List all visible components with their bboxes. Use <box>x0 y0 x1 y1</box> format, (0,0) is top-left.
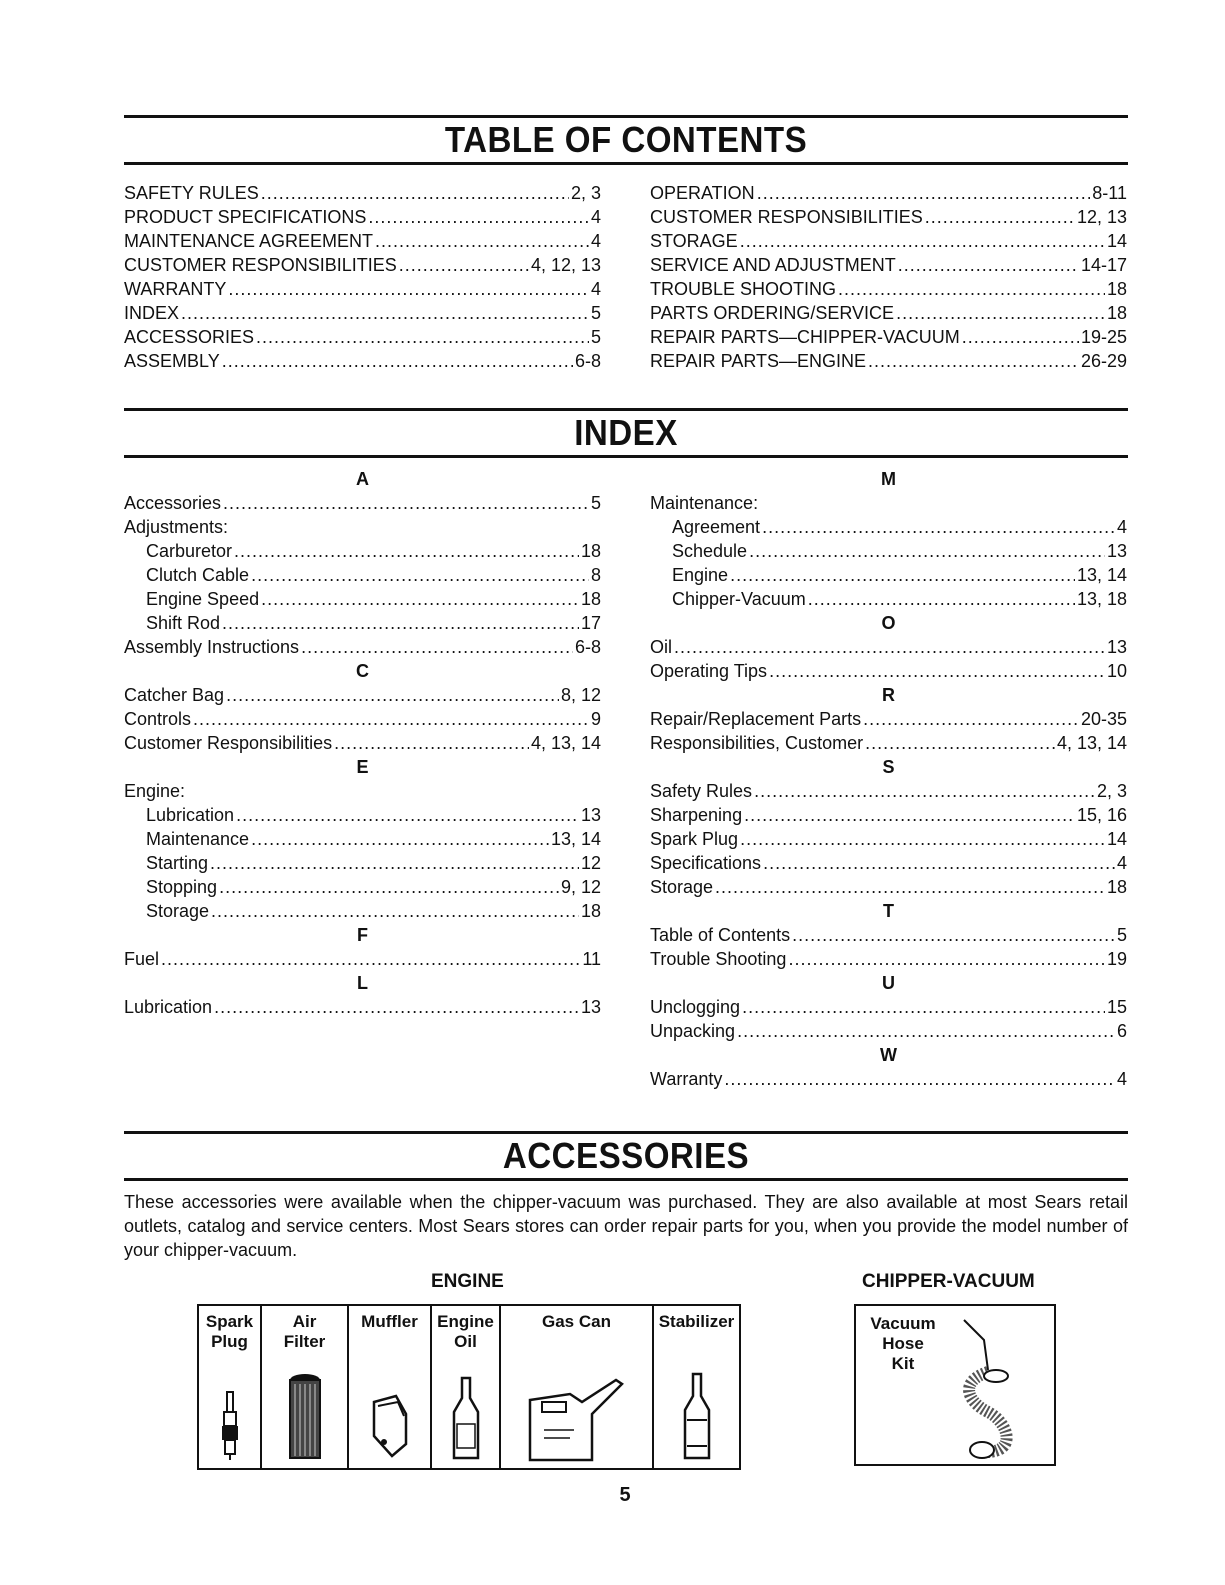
index-entry <box>650 515 1127 539</box>
entry-page: 18 <box>580 589 601 609</box>
engine-accessories-table <box>197 1304 741 1470</box>
index-letter-heading: F <box>357 925 368 945</box>
index-entry <box>650 277 1127 301</box>
entry-label: Table of Contents <box>650 925 791 945</box>
index-entry <box>124 803 601 827</box>
entry-page: 13 <box>1106 541 1127 561</box>
index-letter-heading: S <box>882 757 895 777</box>
entry-page: 17 <box>580 613 601 633</box>
entry-page: 19 <box>1106 949 1127 969</box>
dot-leader <box>222 349 573 373</box>
entry-label: Engine Speed <box>146 589 260 609</box>
dot-leader <box>211 899 579 923</box>
entry-label: Unpacking <box>650 1021 736 1041</box>
entry-label: Sharpening <box>650 805 743 825</box>
dot-leader <box>962 325 1079 349</box>
entry-label: Stopping <box>146 877 218 897</box>
entry-page: 4 <box>590 279 601 299</box>
index-entry <box>650 349 1127 373</box>
index-entry <box>650 803 1127 827</box>
entry-label: Unclogging <box>650 997 741 1017</box>
entry-page: 5 <box>590 327 601 347</box>
entry-label: REPAIR PARTS—CHIPPER-VACUUM <box>650 327 960 347</box>
accessory-label: Muffler <box>361 1312 418 1331</box>
index-entry <box>124 349 601 373</box>
index-letter-heading: T <box>883 901 894 921</box>
dot-leader <box>334 731 529 755</box>
index-entry <box>124 491 601 515</box>
entry-page: 9 <box>590 709 601 729</box>
entry-label: Customer Responsibilities <box>124 733 333 753</box>
entry-label: Trouble Shooting <box>650 949 787 969</box>
entry-label: ACCESSORIES <box>124 327 255 347</box>
entry-page: 13, 18 <box>1076 589 1127 609</box>
index-entry <box>650 923 1127 947</box>
dot-leader <box>730 563 1075 587</box>
index-entry <box>650 827 1127 851</box>
entry-label: Shift Rod <box>146 613 221 633</box>
entry-label: TROUBLE SHOOTING <box>650 279 837 299</box>
entry-label: CUSTOMER RESPONSIBILITIES <box>650 207 923 227</box>
entry-label: Specifications <box>650 853 762 873</box>
index-entry <box>124 611 601 635</box>
entry-label: Chipper-Vacuum <box>672 589 806 609</box>
entry-page: 14 <box>1106 829 1127 849</box>
dot-leader <box>375 229 589 253</box>
dot-leader <box>222 611 579 635</box>
toc-right-column <box>650 181 1127 373</box>
entry-page: 14-17 <box>1080 255 1127 275</box>
accessory-stabilizer <box>654 1306 739 1468</box>
index-entry <box>124 205 601 229</box>
entry-page: 26-29 <box>1080 351 1127 371</box>
accessory-label: Spark Plug <box>205 1312 254 1351</box>
index-group-heading: Engine: <box>124 781 186 801</box>
entry-label: Agreement <box>672 517 761 537</box>
accessory-label: Engine Oil <box>437 1312 494 1351</box>
index-entry <box>650 563 1127 587</box>
vacuum-hose-icon <box>956 1314 1052 1462</box>
index-entry <box>650 995 1127 1019</box>
dot-leader <box>715 875 1105 899</box>
entry-page: 13 <box>580 805 601 825</box>
entry-label: STORAGE <box>650 231 738 251</box>
gas-can-icon <box>522 1376 632 1462</box>
dot-leader <box>792 923 1115 947</box>
index-entry <box>650 875 1127 899</box>
entry-page: 12 <box>580 853 601 873</box>
entry-label: Engine <box>672 565 729 585</box>
index-entry <box>650 539 1127 563</box>
index-entry <box>124 683 601 707</box>
engine-subtitle: ENGINE <box>431 1271 504 1292</box>
index-letter-heading: W <box>880 1045 897 1065</box>
entry-page: 4 <box>1116 853 1127 873</box>
index-entry <box>124 563 601 587</box>
accessory-label: Gas Can <box>542 1312 611 1331</box>
index-letter-heading: E <box>356 757 369 777</box>
entry-label: Operating Tips <box>650 661 768 681</box>
entry-page: 4 <box>590 207 601 227</box>
index-entry <box>650 851 1127 875</box>
index-entry <box>124 947 601 971</box>
dot-leader <box>261 181 569 205</box>
index-header <box>124 408 1128 458</box>
entry-page: 9, 12 <box>560 877 601 897</box>
entry-label: INDEX <box>124 303 180 323</box>
dot-leader <box>757 181 1091 205</box>
index-entry <box>650 947 1127 971</box>
entry-label: Carburetor <box>146 541 233 561</box>
index-entry <box>124 253 601 277</box>
divider <box>124 162 1128 165</box>
index-entry <box>124 827 601 851</box>
entry-page: 2, 3 <box>1096 781 1127 801</box>
dot-leader <box>214 995 579 1019</box>
index-entry <box>124 277 601 301</box>
index-letter-heading: O <box>881 613 896 633</box>
entry-label: Storage <box>146 901 210 921</box>
accessory-vacuum-hose-kit <box>854 1304 1056 1466</box>
dot-leader <box>256 325 589 349</box>
accessory-spark-plug <box>199 1306 262 1468</box>
oil-bottle-icon <box>451 1376 481 1462</box>
entry-page: 12, 13 <box>1076 207 1127 227</box>
entry-page: 5 <box>590 303 601 323</box>
dot-leader <box>898 253 1079 277</box>
index-letter-heading: C <box>356 661 369 681</box>
dot-leader <box>301 635 573 659</box>
index-entry <box>650 181 1127 205</box>
divider <box>124 1178 1128 1181</box>
entry-label: Safety Rules <box>650 781 753 801</box>
index-entry <box>650 205 1127 229</box>
entry-label: Fuel <box>124 949 160 969</box>
entry-label: CUSTOMER RESPONSIBILITIES <box>124 255 397 275</box>
entry-label: Lubrication <box>124 997 213 1017</box>
dot-leader <box>193 707 589 731</box>
entry-page: 4, 13, 14 <box>530 733 601 753</box>
dot-leader <box>896 301 1105 325</box>
entry-label: PRODUCT SPECIFICATIONS <box>124 207 367 227</box>
dot-leader <box>737 1019 1115 1043</box>
accessory-engine-oil <box>432 1306 501 1468</box>
entry-page: 13, 14 <box>1076 565 1127 585</box>
index-entry <box>650 731 1127 755</box>
entry-label: Starting <box>146 853 209 873</box>
entry-page: 18 <box>580 901 601 921</box>
dot-leader <box>724 1067 1115 1091</box>
entry-label: SAFETY RULES <box>124 183 259 203</box>
accessory-label: Air Filter <box>283 1312 326 1351</box>
entry-label: Accessories <box>124 493 222 513</box>
dot-leader <box>228 277 589 301</box>
stabilizer-bottle-icon <box>682 1372 712 1462</box>
entry-label: Storage <box>650 877 714 897</box>
entry-label: Warranty <box>650 1069 723 1089</box>
dot-leader <box>251 563 589 587</box>
entry-label: Catcher Bag <box>124 685 225 705</box>
entry-page: 5 <box>590 493 601 513</box>
accessory-air-filter <box>262 1306 349 1468</box>
index-letter-heading: U <box>882 973 895 993</box>
entry-page: 4 <box>590 231 601 251</box>
entry-label: Oil <box>650 637 672 657</box>
entry-label: MAINTENANCE AGREEMENT <box>124 231 374 251</box>
toc-title: TABLE OF CONTENTS <box>444 119 808 160</box>
accessories-intro: These accessories were available when the chipper-vacuum was purchased. They are also available at most Sears retail outlets, catalog and service centers. Most Sears stores can order repair parts for you, when you provide the model number of your chipper-vacuum. <box>124 1192 1128 1260</box>
spark-plug-icon <box>219 1390 241 1462</box>
accessory-muffler <box>349 1306 432 1468</box>
entry-page: 4 <box>1116 517 1127 537</box>
index-entry <box>650 587 1127 611</box>
entry-page: 18 <box>1106 877 1127 897</box>
dot-leader <box>674 635 1105 659</box>
entry-label: REPAIR PARTS—ENGINE <box>650 351 867 371</box>
index-group-heading: Maintenance: <box>650 493 759 513</box>
entry-page: 15 <box>1106 997 1127 1017</box>
entry-label: Schedule <box>672 541 748 561</box>
entry-label: Assembly Instructions <box>124 637 300 657</box>
dot-leader <box>762 515 1115 539</box>
index-entry <box>124 325 601 349</box>
entry-page: 13, 14 <box>550 829 601 849</box>
chipper-vacuum-subtitle: CHIPPER-VACUUM <box>862 1271 1035 1292</box>
entry-label: SERVICE AND ADJUSTMENT <box>650 255 896 275</box>
dot-leader <box>754 779 1095 803</box>
entry-page: 4, 13, 14 <box>1056 733 1127 753</box>
entry-page: 8, 12 <box>560 685 601 705</box>
index-entry <box>650 325 1127 349</box>
dot-leader <box>808 587 1075 611</box>
index-right-column <box>650 467 1127 1091</box>
index-entry <box>650 301 1127 325</box>
dot-leader <box>226 683 559 707</box>
index-letter-heading: L <box>357 973 368 993</box>
index-group-heading: Adjustments: <box>124 517 229 537</box>
index-entry <box>124 229 601 253</box>
entry-page: 6 <box>1116 1021 1127 1041</box>
index-entry <box>124 875 601 899</box>
entry-page: 6-8 <box>574 637 601 657</box>
dot-leader <box>788 947 1105 971</box>
dot-leader <box>769 659 1105 683</box>
muffler-icon <box>370 1392 410 1462</box>
air-filter-icon <box>288 1372 322 1462</box>
entry-label: ASSEMBLY <box>124 351 220 371</box>
entry-label: PARTS ORDERING/SERVICE <box>650 303 895 323</box>
dot-leader <box>236 803 579 827</box>
entry-label: Clutch Cable <box>146 565 250 585</box>
entry-label: Spark Plug <box>650 829 739 849</box>
accessories-header <box>124 1131 1128 1181</box>
entry-page: 15, 16 <box>1076 805 1127 825</box>
index-entry <box>650 779 1127 803</box>
index-entry <box>124 731 601 755</box>
dot-leader <box>863 707 1079 731</box>
dot-leader <box>868 349 1079 373</box>
index-entry <box>124 995 601 1019</box>
entry-page: 18 <box>580 541 601 561</box>
entry-page: 19-25 <box>1080 327 1127 347</box>
entry-page: 10 <box>1106 661 1127 681</box>
entry-page: 8 <box>590 565 601 585</box>
dot-leader <box>749 539 1105 563</box>
dot-leader <box>223 491 589 515</box>
dot-leader <box>219 875 559 899</box>
toc-header <box>124 115 1128 165</box>
entry-page: 5 <box>1116 925 1127 945</box>
index-title: INDEX <box>574 412 678 453</box>
dot-leader <box>251 827 549 851</box>
index-entry <box>124 899 601 923</box>
index-entry <box>650 1067 1127 1091</box>
index-entry <box>124 635 601 659</box>
entry-label: Controls <box>124 709 192 729</box>
dot-leader <box>261 587 579 611</box>
index-entry <box>124 851 601 875</box>
entry-page: 18 <box>1106 279 1127 299</box>
index-entry <box>124 181 601 205</box>
dot-leader <box>740 827 1105 851</box>
entry-page: 4, 12, 13 <box>530 255 601 275</box>
dot-leader <box>210 851 579 875</box>
entry-page: 14 <box>1106 231 1127 251</box>
dot-leader <box>744 803 1075 827</box>
dot-leader <box>740 229 1105 253</box>
entry-page: 13 <box>1106 637 1127 657</box>
index-letter-heading: M <box>881 469 896 489</box>
entry-page: 8-11 <box>1092 183 1127 203</box>
dot-leader <box>742 995 1105 1019</box>
entry-label: OPERATION <box>650 183 755 203</box>
accessory-label: Stabilizer <box>658 1312 735 1331</box>
dot-leader <box>181 301 589 325</box>
index-letter-heading: A <box>356 469 369 489</box>
dot-leader <box>368 205 589 229</box>
dot-leader <box>234 539 579 563</box>
dot-leader <box>838 277 1105 301</box>
accessory-gas-can <box>501 1306 654 1468</box>
divider <box>124 455 1128 458</box>
index-entry <box>650 229 1127 253</box>
entry-page: 2, 3 <box>570 183 601 203</box>
entry-label: Responsibilities, Customer <box>650 733 864 753</box>
page-number: 5 <box>619 1484 631 1506</box>
index-entry <box>124 301 601 325</box>
entry-page: 13 <box>580 997 601 1017</box>
entry-page: 4 <box>1116 1069 1127 1089</box>
entry-page: 6-8 <box>574 351 601 371</box>
index-entry <box>650 707 1127 731</box>
accessory-label: Vacuum Hose Kit <box>870 1314 936 1373</box>
entry-label: Maintenance <box>146 829 250 849</box>
index-entry <box>650 253 1127 277</box>
entry-label: Repair/Replacement Parts <box>650 709 862 729</box>
dot-leader <box>925 205 1075 229</box>
entry-page: 11 <box>582 949 601 969</box>
index-entry <box>650 1019 1127 1043</box>
dot-leader <box>763 851 1115 875</box>
dot-leader <box>161 947 580 971</box>
index-letter-heading: R <box>882 685 895 705</box>
entry-label: Lubrication <box>146 805 235 825</box>
entry-page: 18 <box>1106 303 1127 323</box>
index-left-column <box>124 467 601 1019</box>
index-entry <box>650 659 1127 683</box>
dot-leader <box>865 731 1055 755</box>
index-entry <box>650 635 1127 659</box>
entry-page: 20-35 <box>1080 709 1127 729</box>
index-entry <box>124 707 601 731</box>
entry-label: WARRANTY <box>124 279 227 299</box>
index-entry <box>124 587 601 611</box>
toc-left-column <box>124 181 601 373</box>
index-entry <box>124 539 601 563</box>
accessories-title: ACCESSORIES <box>502 1135 750 1176</box>
dot-leader <box>399 253 529 277</box>
